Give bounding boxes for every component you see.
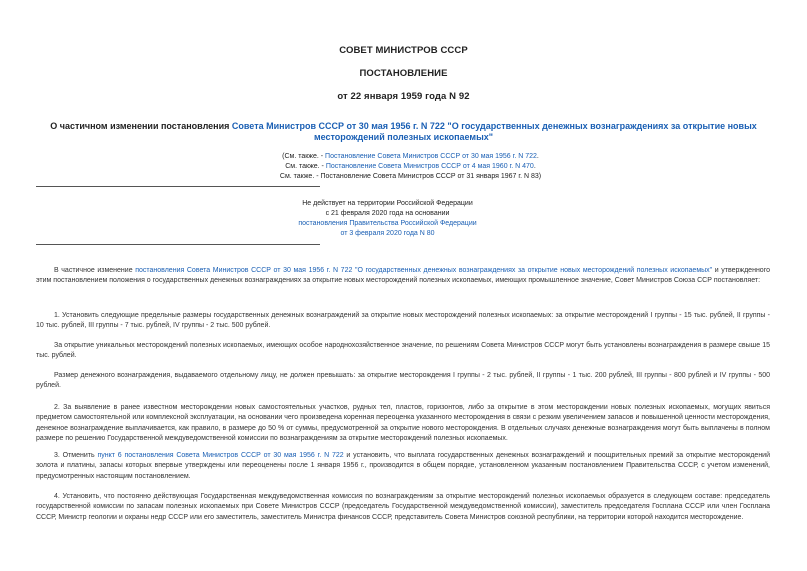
see-also-1-prefix: (См. также. - [282, 153, 326, 160]
document-title [0, 121, 807, 132]
status-link-decree[interactable]: постановления Правительства Российской Федерации [298, 220, 477, 227]
status-link-line2 [0, 229, 791, 240]
see-also-1-link[interactable]: Постановление Совета Министров СССР от 30 мая 1956 г. N 722 [325, 153, 537, 160]
paragraph-2-text: 2. За выявление в ранее известном месторождении новых самостоятельных участков, рудных тел, пластов, горизонтов, либо за открытие в этом месторождении новых полезных ископаемых, могущих явиться предметом самостоятельной или комплексной эксплуатации, на основании чего произведена коренная переоценка указанного месторождения в связи с резким увеличением запасов и повышенной ценности месторождения, денежное вознаграждение выплачивается, как правило, в размере до 50 % от суммы, предусмотренной за открытие нового месторождения. В отдельных случаях денежные вознаграждения могут быть выплачены в полном размере по решению Государственной междуведомственной комиссии по вознаграждениям за открытие месторождений полезных ископаемых. [36, 404, 770, 442]
intro-link[interactable]: постановления Совета Министров СССР от 30 мая 1956 г. N 722 "О государственных денежных вознаграждениях за открытие новых месторождений полезных ископаемых" [135, 267, 713, 274]
see-also-2 [7, 162, 807, 173]
title-link-part2[interactable]: месторождений полезных ископаемых" [313, 132, 494, 142]
divider-top [36, 186, 320, 187]
paragraph-1b [36, 341, 770, 362]
paragraph-3 [36, 451, 770, 482]
paragraph-1b-text: За открытие уникальных месторождений полезных ископаемых, имеющих особое народнохозяйственное значение, по решениям Совета Министров СССР могут быть установлены вознаграждения в размере свыше 15 тыс. рублей. [36, 342, 770, 360]
paragraph-1c-text: Размер денежного вознаграждения, выдаваемого отдельному лицу, не должен превышать: за открытие месторождения I группы - 2 тыс. рублей, II группы - 1 тыс. 200 рублей, III группы - 800 рублей и IV группы - 500 рублей. [36, 372, 770, 390]
status-line1: Не действует на территории Российской Федерации [302, 200, 473, 207]
status-line2: с 21 февраля 2020 года на основании [325, 210, 450, 217]
see-also-2-link[interactable]: Постановление Совета Министров СССР от 4 мая 1960 г. N 470 [325, 163, 534, 170]
see-also-3-text: См. также. - Постановление Совета Министров СССР от 31 января 1967 г. N 83) [279, 173, 542, 180]
paragraph-1c [36, 371, 770, 392]
paragraph-1-text: 1. Установить следующие предельные размеры государственных денежных вознаграждений за открытие новых месторождений полезных ископаемых: за открытие месторождений I группы - 15 тыс. рублей, II группы - 10 тыс. рублей, III группы - 7 тыс. рублей, IV группы - 2 тыс. 500 рублей. [36, 312, 770, 330]
see-also-1-suffix: . [536, 153, 539, 160]
paragraph-3-text-b: и установить, что выплата государственных денежных вознаграждений и поощрительных премий за открытие месторождений золота и платины, запасы которых впервые утверждены или переоценены после 1 января 1956 г., производится в общем порядке, установленном указанным постановлением Правительства СССР, с учетом изменений, предусмотренных настоящим постановлением. [36, 452, 770, 480]
paragraph-3-text-a: 3. Отменить [54, 452, 98, 459]
paragraph-1 [36, 311, 770, 332]
status-link-date[interactable]: от 3 февраля 2020 года N 80 [340, 230, 435, 237]
status-link-line1 [0, 219, 791, 230]
title-prefix: О частичном изменении постановления [50, 121, 232, 131]
see-also-3 [7, 172, 807, 183]
see-also-1 [7, 152, 807, 163]
paragraph-3-link[interactable]: пункт 6 постановления Совета Министров СССР от 30 мая 1956 г. N 722 [97, 452, 344, 459]
issuer-heading: СОВЕТ МИНИСТРОВ СССР [339, 45, 468, 56]
paragraph-intro [36, 266, 770, 287]
see-also-2-prefix: См. также. - [285, 163, 326, 170]
document-type: ПОСТАНОВЛЕНИЕ [359, 68, 448, 79]
divider-bottom [36, 244, 320, 245]
document-title-line2 [0, 132, 807, 143]
intro-text-a: В частичное изменение [54, 267, 136, 274]
paragraph-4-text: 4. Установить, что постоянно действующая Государственная междуведомственная комиссия по вознаграждениям за открытие месторождений полезных ископаемых образуется в следующем составе: председатель государственной комиссии по запасам полезных ископаемых при Совете Министров СССР (председатель Государственной междуведомственной комиссии), заместитель председателя Госплана СССР или член Госплана СССР, Министр геологии и охраны недр СССР или его заместитель, заместитель Министра финансов СССР, представитель Совета Министров союзной республики, на территории которой находится месторождение. [36, 493, 770, 521]
document-date-number: от 22 января 1959 года N 92 [337, 91, 470, 102]
intro-text-b: и утвержденного этим постановлением положения о государственных денежных вознаграждениях за открытие новых месторождений полезных ископаемых, имеющих промышленное значение, Совет Министров Союза ССР постановляет: [36, 267, 770, 285]
see-also-2-suffix: . [533, 163, 536, 170]
paragraph-4 [36, 492, 770, 523]
title-link-part1[interactable]: Совета Министров СССР от 30 мая 1956 г. N 722 "О государственных денежных вознаграждениях за открытие новых [231, 121, 757, 131]
paragraph-2 [36, 403, 770, 444]
